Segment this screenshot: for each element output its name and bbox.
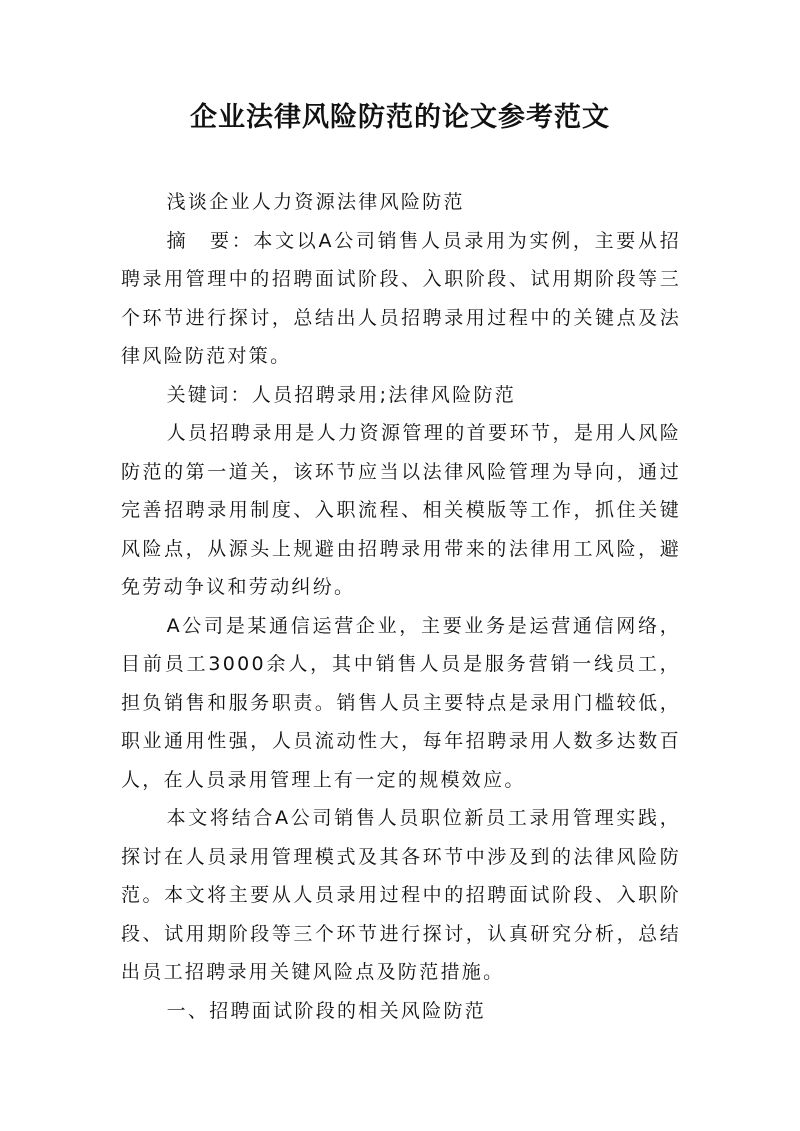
section-heading: 一、招聘面试阶段的相关风险防范 [166,999,487,1022]
document-body [121,183,681,1030]
abstract-paragraph: 摘 要：本文以A公司销售人员录用为实例，主要从招聘录用管理中的招聘面试阶段、入职阶段、试用期阶段等三个环节进行探讨，总结出人员招聘录用过程中的关键点及法律风险防范对策。 [121,229,681,367]
body-paragraph: 本文将结合A公司销售人员职位新员工录用管理实践，探讨在人员录用管理模式及其各环节中涉及到的法律风险防范。本文将主要从人员录用过程中的招聘面试阶段、入职阶段、试用期阶段等三个环节进行探讨，认真研究分析，总结出员工招聘录用关键风险点及防范措施。 [121,807,681,983]
body-paragraph: A公司是某通信运营企业，主要业务是运营通信网络，目前员工3000余人，其中销售人员是服务营销一线员工，担负销售和服务职责。销售人员主要特点是录用门槛较低，职业通用性强，人员流动性大，每年招聘录用人数多达数百人，在人员录用管理上有一定的规模效应。 [121,614,681,791]
document-title: 企业法律风险防范的论文参考范文 [190,102,610,133]
keywords-paragraph: 关键词：人员招聘录用;法律风险防范 [166,383,517,406]
body-paragraph: 人员招聘录用是人力资源管理的首要环节，是用人风险防范的第一道关，该环节应当以法律风险管理为导向，通过完善招聘录用制度、入职流程、相关模版等工作，抓住关键风险点，从源头上规避由招聘录用带来的法律用工风险，避免劳动争议和劳动纠纷。 [121,422,681,598]
subtitle-paragraph: 浅谈企业人力资源法律风险防范 [166,191,465,213]
